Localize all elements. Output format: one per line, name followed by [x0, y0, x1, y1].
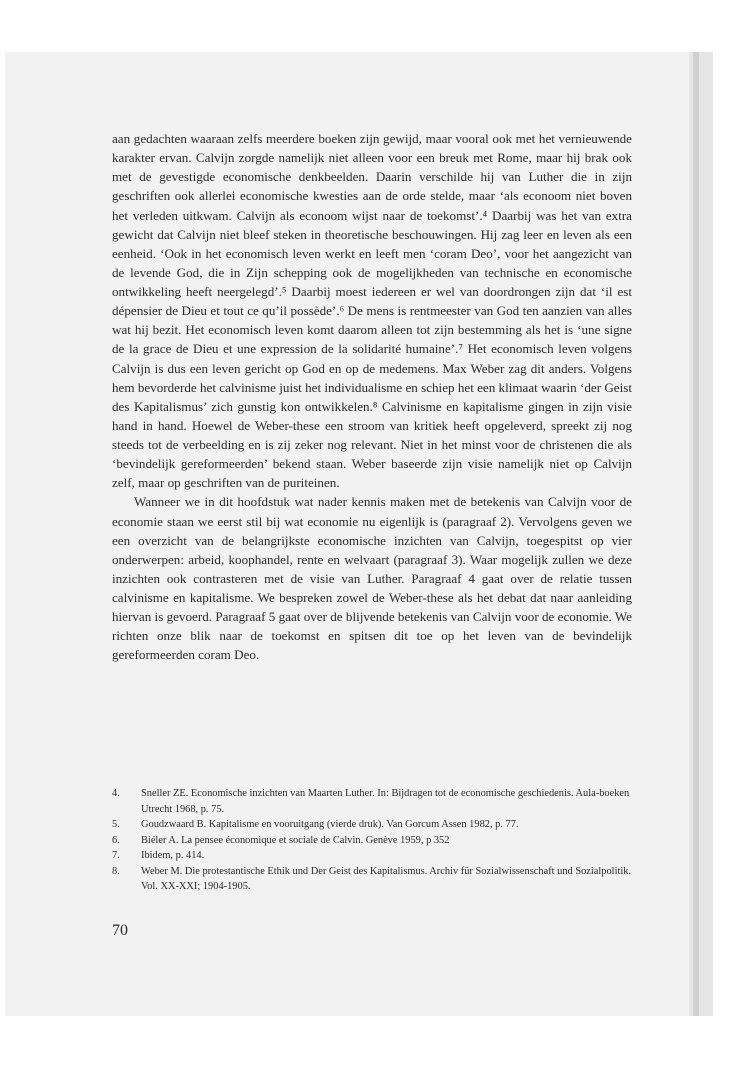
- footnote-number: 7.: [112, 850, 120, 861]
- footnote-text: Sneller ZE. Economische inzichten van Maarten Luther. In: Bijdragen tot de economische geschiedenis. Aula-boeken Utrecht 1968, p. 75.: [141, 788, 630, 815]
- footnote-6: [112, 833, 637, 849]
- paragraph-1: aan gedachten waaraan zelfs meerdere boeken zijn gewijd, maar vooral ook met het vernieuwende karakter ervan. Calvijn zorgde namelijk niet alleen voor een breuk met Rome, maar hij brak ook met de gevestigde economische denkbeelden. Daarin verschilde hij van Luther die in zijn geschriften ook allerlei economische kwesties aan de orde stelde, maar ‘als econoom niet boven het verleden uitkwam. Calvijn als econoom wijst naar de toekomst’.⁴ Daarbij was het van extra gewicht dat Calvijn niet bleef steken in theoretische beschouwingen. Hij zag leer en leven als een eenheid. ‘Ook in het economisch leven werkt en leeft men ‘coram Deo’, voor het aangezicht van de levende God, die in Zijn schepping ook de mogelijkheden van technische en economische ontwikkeling heeft neergelegd’.⁵ Daarbij moest iedereen er wel van doordrongen zijn dat ‘il est dépensier de Dieu et tout ce qu’il possède’.⁶ De mens is rentmeester van God ten aanzien van alles wat hij bezit. Het economisch leven komt daarom alleen tot zijn bestemming als het is ‘une signe de la grace de Dieu et une expression de la solidarité humaine’.⁷ Het economisch leven volgens Calvijn is dus een leven gericht op God en op de medemens. Max Weber zag dit anders. Volgens hem bevorderde het calvinisme juist het individualisme en schiep het een klimaat waarin ‘der Geist des Kapitalismus’ zich gunstig kon ontwikkelen.⁸ Calvinisme en kapitalisme gingen in zijn visie hand in hand. Hoewel de Weber-these een stroom van kritiek heeft opgeleverd, spreekt zij nog steeds tot de verbeelding en is zij zeker nog relevant. Niet in het minst voor de christenen die als ‘bevindelijk gereformeerden’ bekend staan. Weber baseerde zijn visie namelijk niet op Calvijn zelf, maar op geschriften van de puriteinen.: [112, 131, 632, 491]
- page-edge-shadow: [693, 52, 699, 1016]
- paragraph-2: Wanneer we in dit hoofdstuk wat nader kennis maken met de betekenis van Calvijn voor de economie staan we eerst stil bij wat economie nu eigenlijk is (paragraaf 2). Vervolgens geven we een overzicht van de belangrijkste economische inzichten van Calvijn, toegespitst op vier onderwerpen: arbeid, koophandel, rente en welvaart (paragraaf 3). Waar mogelijk zullen we deze inzichten ook contrasteren met de visie van Luther. Paragraaf 4 gaat over de relatie tussen calvinisme en kapitalisme. We bespreken zowel de Weber-these als het debat dat naar aanleiding hiervan is gevoerd. Paragraaf 5 gaat over de blijvende betekenis van Calvijn voor de economie. We richten onze blik naar de toekomst en spitsen dit toe op het leven van de bevindelijk gereformeerden coram Deo.: [112, 494, 632, 663]
- body-text: [112, 129, 632, 665]
- footnote-4: [112, 786, 637, 817]
- footnote-text: Weber M. Die protestantische Ethik und Der Geist des Kapitalismus. Archiv für Sozialwissenschaft und Sozialpolitik. Vol. XX-XXI; 1904-1905.: [141, 865, 632, 892]
- page-number: 70: [112, 922, 128, 939]
- footnote-8: [112, 864, 637, 895]
- footnote-text: Ibidem, p. 414.: [141, 850, 205, 861]
- footnote-7: [112, 848, 637, 864]
- footnote-number: 4.: [112, 788, 120, 799]
- footnote-text: Goudzwaard B. Kapitalisme en vooruitgang (vierde druk). Van Gorcum Assen 1982, p. 77.: [141, 819, 519, 830]
- footnote-5: [112, 817, 637, 833]
- footnotes: [112, 786, 637, 895]
- footnote-number: 5.: [112, 819, 120, 830]
- footnote-number: 8.: [112, 865, 120, 877]
- footnote-text: Biéler A. La pensee économique et sociale de Calvin. Genève 1959, p 352: [141, 834, 450, 846]
- footnote-number: 6.: [112, 834, 120, 846]
